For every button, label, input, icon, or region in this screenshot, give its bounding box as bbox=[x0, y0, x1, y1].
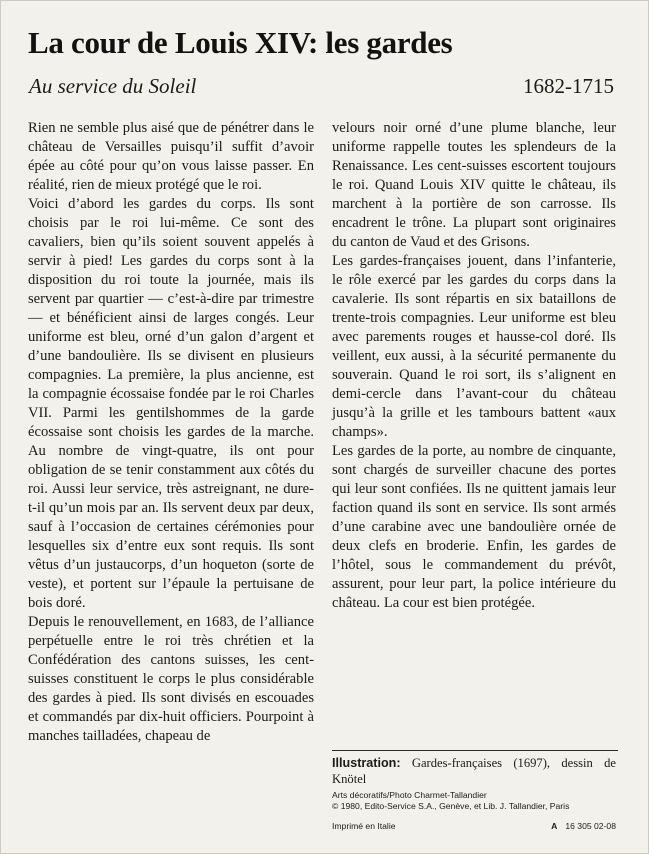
paragraph: Les gardes de la porte, au nombre de cinquante, sont chargés de surveiller chacune des portes qui leur sont confiées. Ils ne quittent jamais leur faction quand ils sont en service. Ils sont armés d’une carabine avec une bandoulière ornée de deux clefs en broderie. Enfin, les gardes de l’hôtel, sous le commandement du prévôt, assurent, pour leur part, la police intérieure du château. La cour est bien protégée. bbox=[332, 443, 616, 611]
right-column bbox=[332, 119, 616, 613]
series-letter: A bbox=[551, 821, 558, 831]
illustration-label: Illustration: bbox=[332, 756, 401, 770]
copyright-line: © 1980, Edito-Service S.A., Genève, et Lib. J. Tallandier, Paris bbox=[332, 801, 570, 811]
printed-in: Imprimé en Italie bbox=[332, 821, 396, 831]
card-code bbox=[551, 821, 616, 831]
reference-number: 16 305 02-08 bbox=[565, 821, 616, 831]
date-range: 1682-1715 bbox=[523, 74, 614, 98]
paragraph: Rien ne semble plus aisé que de pénétrer dans le château de Versailles puisqu’il suffit d’avoir épée au côté pour qu’on vous laisse passer. En réalité, rien de mieux protégé que le roi. bbox=[28, 120, 314, 193]
illustration-caption bbox=[332, 755, 616, 787]
divider bbox=[332, 750, 618, 751]
illustration-text: Gardes-françaises (1697), dessin de Knötel bbox=[332, 756, 616, 786]
paragraph: Voici d’abord les gardes du corps. Ils sont choisis par le roi lui-même. Ce sont des cavaliers, bien qu’ils soient souvent appelés à servir à pied! Les gardes du corps sont à la disposition du roi toute la journée, mais ils servent par quartier — c’est-à-dire par trimestre — et bénéficient ainsi de larges congés. Leur uniforme est bleu, orné d’un galon d’argent et d’une bandoulière. Ils se divisent en plusieurs compagnies. La première, la plus ancienne, est la compagnie écossaise fondée par le roi Charles VII. Parmi les gentilshommes de la garde écossaise sont choisis les gardes de la marche. Au nombre de vingt-quatre, ils ont pour obligation de se tenir constamment aux côtés du roi. Aussi leur service, très astreignant, ne dure-t-il qu’un mois par an. Ils servent deux par deux, sauf à l’occasion de certaines cérémonies pour lesquelles six d’entre eux sont requis. Ils sont vêtus d’un justaucorps, d’un hoqueton (sorte de veste), et portent sur l’épaule la pertuisane de bois doré. bbox=[28, 196, 314, 611]
photo-credits bbox=[332, 790, 622, 812]
card-title: La cour de Louis XIV: les gardes bbox=[28, 25, 453, 60]
card-subtitle: Au service du Soleil bbox=[29, 74, 197, 98]
paragraph: velours noir orné d’une plume blanche, leur uniforme rappelle toutes les splendeurs de la Renaissance. Les cent-suisses escortent toujours le roi. Quand Louis XIV quitte le château, ils marchent à la portière de son carrosse. Ils encadrent le trône. La plupart sont originaires du canton de Vaud et des Grisons. bbox=[332, 120, 616, 250]
paragraph: Depuis le renouvellement, en 1683, de l’alliance perpétuelle entre le roi très chrétien et la Confédération des cantons suisses, les cent-suisses constituent le corps le plus considérable des gardes à pied. Ils sont divisés en escouades et commandés par dix-huit officiers. Pourpoint à manches tailladées, chapeau de bbox=[28, 614, 314, 744]
credit-line: Arts décoratifs/Photo Charmet-Tallandier bbox=[332, 790, 487, 800]
left-column bbox=[28, 119, 314, 746]
paragraph: Les gardes-françaises jouent, dans l’infanterie, le rôle exercé par les gardes du corps dans la cavalerie. Ils sont répartis en six bataillons de trente-trois compagnies. Leur uniforme est bleu avec parements rouges et hausse-col doré. Ils veillent, eux aussi, à la sécurité permanente du souverain. Quand le roi sort, ils s’alignent en demi-cercle dans l’avant-cour du château jusqu’à la grille et les tambours battent «aux champs». bbox=[332, 253, 616, 440]
